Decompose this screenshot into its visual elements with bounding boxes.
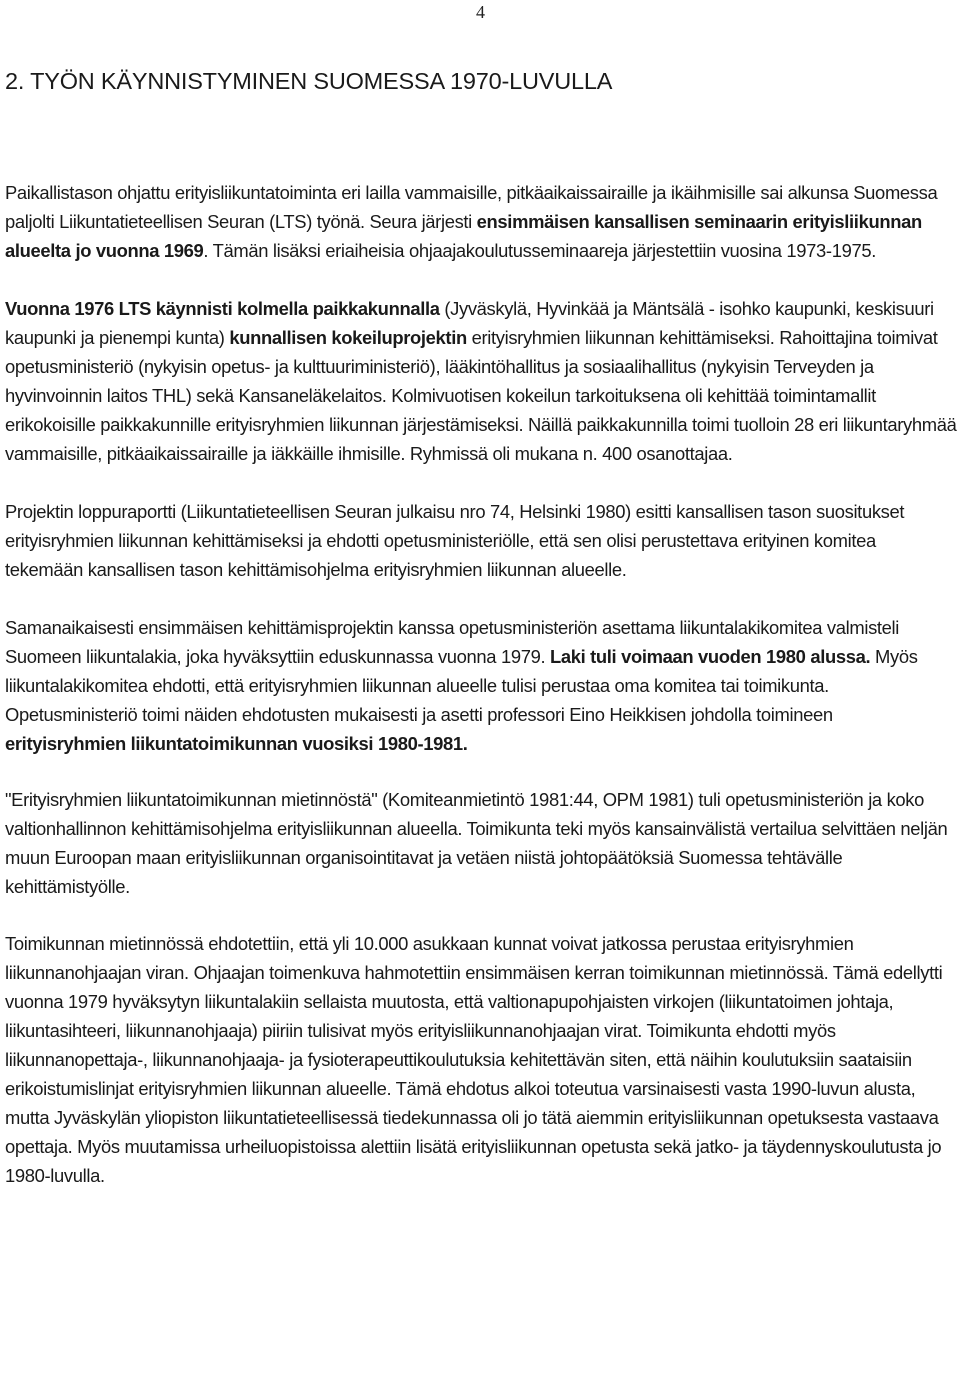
paragraph-2 [5,294,957,468]
paragraph-4-text-1: Samanaikaisesti ensimmäisen kehittämisprojektin kanssa opetusministeriön asettama liikuntalakikomitea valmisteli Suomeen liikuntalakia, joka hyväksyttiin eduskunnassa vuonna 1979. [5,617,900,667]
paragraph-1-text-1: Paikallistason ohjattu erityisliikuntatoiminta eri lailla vammaisille, pitkäaikaissairaille ja ikäihmisille sai alkunsa Suomessa paljolti Liikuntatieteellisen Seuran (LTS) työnä. Seura järjesti [5,182,938,232]
paragraph-6-text-1: Toimikunnan mietinnössä ehdotettiin, että yli 10.000 asukkaan kunnat voivat jatkossa perustaa erityisryhmien liikunnanohjaajan viran. Ohjaajan toimenkuva hahmotettiin ensimmäisen kerran toimikunnan mietinnössä. Tämä edellytti vuonna 1979 hyväksytyn liikuntalakiin sellaista muutosta, että valtionapupohjaisten virkojen (liikuntatoimen johtaja, liikuntasihteeri, liikunnanohjaaja) piiriin tulisivat myös erityisliikunnanohjaajan virat. Toimikunta ehdotti myös liikunnanopettaja-, liikunnanohjaaja- ja fysioterapeuttikoulutuksia kehitettävän siten, että näihin koulutuksiin saataisiin erikoistumislinjat erityisryhmien liikunnan alueelle. Tämä ehdotus alkoi toteutua varsinaisesti vasta 1990-luvun alusta, mutta Jyväskylän yliopiston liikuntatieteellisessä tiedekunnassa oli jo tätä aiemmin erityisliikunnan opetuksesta vastaava opettaja. Myös muutamissa urheiluopistoissa alettiin lisätä erityisliikunnan opetusta sekä jatko- ja täydennyskoulutusta jo 1980-luvulla. [5,933,943,1186]
paragraph-1-text-2: . Tämän lisäksi eriaiheisia ohjaajakoulutusseminaareja järjestettiin vuosina 1973-1975. [203,240,876,261]
paragraph-3-text-1: Projektin loppuraportti (Liikuntatieteellisen Seuran julkaisu nro 74, Helsinki 1980) esitti kansallisen tason suositukset erityisryhmien liikunnan kehittämiseksi ja ehdotti opetusministeriölle, että sen olisi perustettava erityinen komitea tekemään kansallisen tason kehittämisohjelma erityisryhmien liikunnan alueelle. [5,501,905,580]
paragraph-2-bold-2: kunnallisen kokeiluprojektin [229,327,467,348]
paragraph-5 [5,785,957,901]
paragraph-3 [5,497,957,584]
paragraph-2-bold-1: Vuonna 1976 LTS käynnisti kolmella paikkakunnalla [5,298,440,319]
paragraph-1 [5,178,957,265]
document-body [5,178,957,1218]
paragraph-4-bold-1: Laki tuli voimaan vuoden 1980 alussa. [549,646,871,667]
page-number: 4 [476,2,485,22]
paragraph-1-bold-1: ensimmäisen kansallisen seminaarin erityisliikunnan alueelta jo vuonna 1969 [5,211,922,261]
paragraph-2-text-2: erityisryhmien liikunnan kehittämiseksi. Rahoittajina toimivat opetusministeriö (nykyisin opetus- ja kulttuuriministeriö), lääkintöhallitus ja sosiaalihallitus (nykyisin Terveyden ja hyvinvoinnin laitos THL) sekä Kansaneläkelaitos. Kolmivuotisen kokeilun tarkoituksena oli kehittää toimintamallit erikokoisille paikkakunnille erityisryhmien liikunnan järjestämiseksi. Näillä paikkakunnilla toimi tuolloin 28 eri liikuntaryhmää vammaisille, pitkäaikaissairaille ja iäkkäille ihmisille. Ryhmissä oli mukana n. 400 osanottajaa. [5,327,957,464]
paragraph-2-text-1: (Jyväskylä, Hyvinkää ja Mäntsälä - isohko kaupunki, keskisuuri kaupunki ja pienempi kunta) [5,298,934,348]
paragraph-4-bold-2: erityisryhmien liikuntatoimikunnan vuosiksi 1980-1981. [5,733,468,754]
paragraph-4 [5,613,957,758]
paragraph-6 [5,929,957,1190]
paragraph-4-text-2: Myös liikuntalakikomitea ehdotti, että erityisryhmien liikunnan alueelle tulisi perustaa oma komitea tai toimikunta. Opetusministeriö toimi näiden ehdotusten mukaisesti ja asetti professori Eino Heikkisen johdolla toimineen [5,646,918,725]
section-heading: 2. TYÖN KÄYNNISTYMINEN SUOMESSA 1970-LUVULLA [5,68,613,94]
paragraph-5-text-1: "Erityisryhmien liikuntatoimikunnan mietinnöstä" (Komiteanmietintö 1981:44, OPM 1981) tuli opetusministeriön ja koko valtionhallinnon kehittämisohjelma erityisliikunnan alueella. Toimikunta teki myös kansainvälistä vertailua selvittäen neljän muun Euroopan maan erityisliikunnan organisointitavat ja vetäen niistä johtopäätöksiä Suomessa tehtävälle kehittämistyölle. [5,789,948,897]
